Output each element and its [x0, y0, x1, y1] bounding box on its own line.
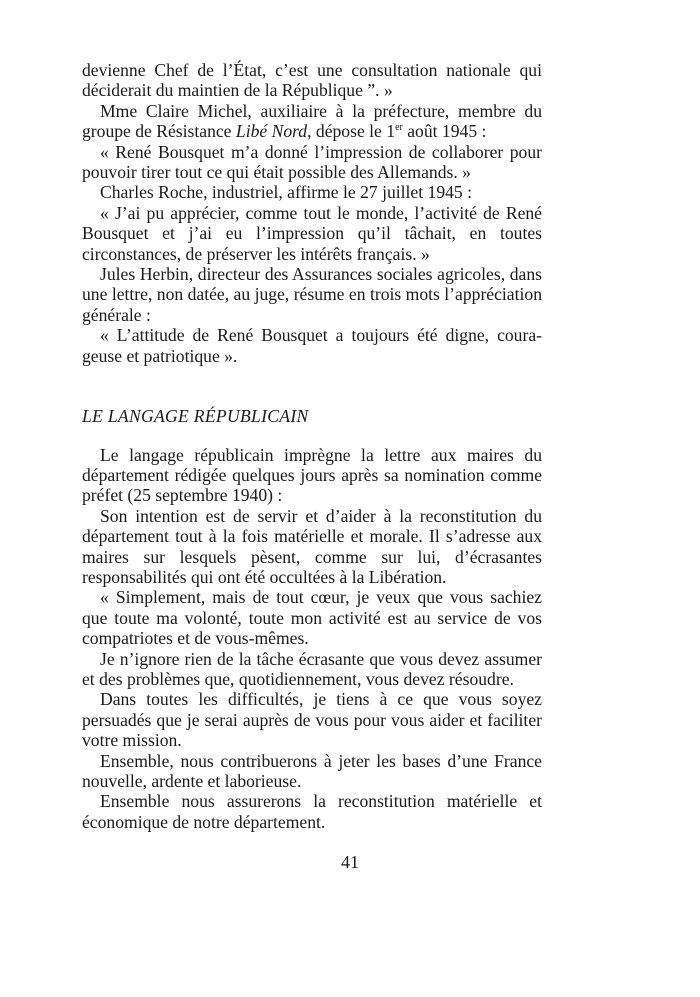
page-body — [82, 60, 542, 832]
text-run: , dépose le 1 — [307, 121, 396, 142]
paragraph: « L’attitude de René Bousquet a toujours été digne, courageuse et patriotique ». — [82, 325, 542, 366]
text-run: Mme Claire Michel, auxiliaire à la préfecture, membre du groupe de Résistance — [82, 100, 542, 142]
superscript: er — [395, 122, 403, 134]
paragraph: Ensemble, nous contribuerons à jeter les bases d’une France nouvelle, ardente et laborieuse. — [82, 750, 542, 791]
paragraph: devienne Chef de l’État, c’est une consultation nationale qui déciderait du maintien de la République ”. » — [82, 60, 542, 101]
paragraph: Charles Roche, industriel, affirme le 27 juillet 1945 : — [100, 182, 472, 203]
paragraph: « René Bousquet m’a donné l’impression de collaborer pour pouvoir tirer tout ce qui était possible des Allemands. » — [82, 141, 542, 183]
paragraph — [82, 101, 542, 142]
paragraph: Dans toutes les difficultés, je tiens à ce que vous soyez persuadés que je serai auprès de vous pour vous aider et faciliter votre mission. — [82, 689, 542, 751]
paragraph: Le langage républicain imprègne la lettre aux maires du département rédigée quelques jours après sa nomination comme préfet (25 septembre 1940) : — [82, 444, 542, 506]
italic-text: Libé Nord — [235, 121, 308, 142]
page-number: 41 — [341, 852, 359, 872]
text-run: août 1945 : — [402, 121, 487, 142]
paragraph: Son intention est de servir et d’aider à la reconstitution du département tout à la fois matérielle et morale. Il s’adresse aux maires sur lesquels pèsent, comme sur lui, d’écrasantes responsabilités qui ont été occultées à la Libération. — [82, 505, 542, 587]
paragraph: Jules Herbin, directeur des Assurances sociales agricoles, dans une lettre, non datée, au juge, résume en trois mots l’appréciation générale : — [82, 264, 542, 325]
paragraph: Je n’ignore rien de la tâche écrasante que vous devez assumer et des problèmes que, quotidiennement, vous devez résoudre. — [82, 648, 542, 689]
paragraph: Ensemble nous assurerons la reconstitution matérielle et économique de notre département. — [82, 791, 542, 832]
paragraph: « Simplement, mais de tout cœur, je veux que vous sachiez que toute ma volonté, toute mon activité est au service de vos compatriotes et de vous-mêmes. — [82, 587, 542, 649]
section-heading: LE LANGAGE RÉPUBLICAIN — [82, 406, 309, 427]
paragraph: « J’ai pu apprécier, comme tout le monde, l’activité de René Bousquet et j’ai eu l’impression qu’il tâchait, en toutes circonstances, de préserver les intérêts français. » — [82, 202, 542, 264]
